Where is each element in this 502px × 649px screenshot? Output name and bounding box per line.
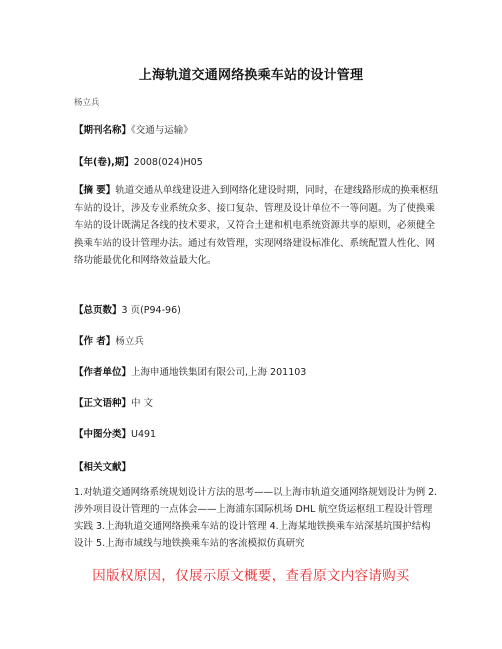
affiliation-field [74,366,306,380]
copyright-notice[interactable]: 因版权原因，仅展示原文概要，查看原文内容请购买 [92,568,410,584]
journal-label: 【期刊名称】 [74,125,132,136]
pages-field [74,304,181,318]
classification-value: U491 [131,429,157,440]
classification-label: 【中图分类】 [74,429,132,440]
pages-value: 3 页(P94-96) [121,305,181,316]
language-label: 【正文语种】 [74,398,132,409]
related-literature-list: 1.对轨道交通网络系统规划设计方法的思考——以上海市轨道交通网络规划设计为例 2.涉外项目设计管理的一点体会——上海浦东国际机场 DHL 航空货运枢纽工程设计管理实践 3.上海轨道交通网络换乘车站的设计管理 4.上海某地铁换乘车站深基坑围护结构设计 5.上海市域线与地铁换乘车站的客流模拟仿真研究 [74,487,438,549]
abstract-text: 轨道交通从单线建设进入到网络化建设时期，同时，在建线路形成的换乘枢纽车站的设计，涉及专业系统众多、接口复杂、管理及设计单位不一等问题。为了使换乘车站的设计既满足各线的技术要求，又符合土建和机电系统资源共享的原则，必须健全换乘车站的设计管理办法。通过有效管理，实现网络建设标准化、系统配置人性化、网络功能最优化和网络效益最大化。 [74,185,439,266]
year-issue-field [74,156,203,170]
affiliation-label: 【作者单位】 [74,367,132,378]
pages-label: 【总页数】 [74,305,122,316]
author-label: 【作 者】 [74,336,116,347]
author-field [74,335,144,349]
author-value: 杨立兵 [115,336,144,347]
year-issue-value: 2008(024)H05 [133,157,203,168]
abstract-label: 【摘 要】 [74,185,116,196]
affiliation-value: 上海申通地铁集团有限公司,上海 201103 [131,367,307,378]
classification-field [74,428,156,442]
journal-field [74,124,193,138]
abstract-block [74,182,439,270]
language-field [74,397,153,411]
document-title: 上海轨道交通网络换乘车站的设计管理 [138,68,364,83]
year-issue-label: 【年(卷),期】 [74,157,134,168]
related-literature-label: 【相关文献】 [74,462,132,473]
author-byline: 杨立兵 [74,98,100,108]
language-value: 中 文 [131,398,154,409]
journal-value: 《交通与运输》 [131,125,193,136]
